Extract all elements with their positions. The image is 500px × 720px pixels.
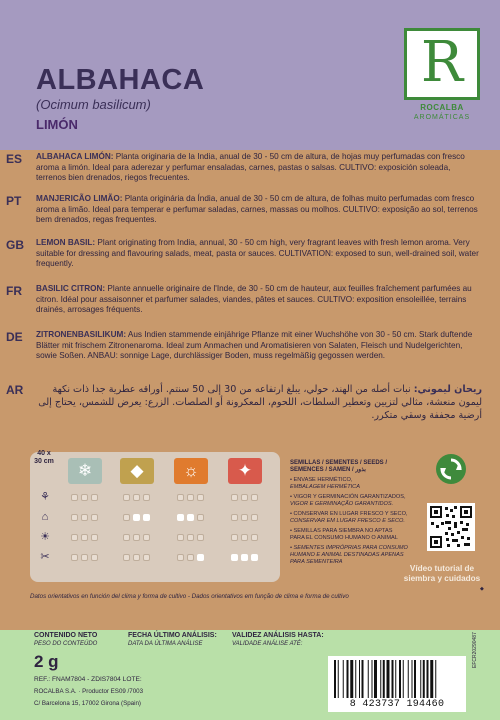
calendar-cell — [91, 554, 98, 561]
variety-name: LIMÓN — [36, 117, 78, 132]
snowflake-icon: ❄ — [68, 458, 102, 484]
barcode-bar — [350, 660, 353, 698]
barcode-bar — [387, 660, 390, 698]
calendar-cell — [91, 534, 98, 541]
calendar-cell — [71, 494, 78, 501]
calendar-footnote: Datos orientativos en función del clima y forma de cultivo - Dados orientativos em função de clima e forma de cultivo — [30, 593, 349, 600]
calendar-cell — [91, 514, 98, 521]
logo-letter: R — [420, 30, 464, 95]
logo-sub: AROMÁTICAS — [413, 114, 471, 121]
calendar-cell — [197, 514, 204, 521]
barcode-bar — [399, 660, 401, 698]
lang-code: DE — [6, 330, 23, 344]
reference-code: REF.: FNAM7804 - ZDIS7804 LOTE: — [34, 676, 142, 683]
barcode-bar — [374, 660, 377, 698]
producer-address: C/ Barcelona 15, 17002 Girona (Spain) — [34, 700, 141, 707]
side-code: EFCR20290487 — [472, 632, 478, 668]
calendar-cell — [187, 554, 194, 561]
outdoor-sowing-icon: ☀ — [40, 531, 50, 543]
barcode-bar — [414, 660, 416, 698]
calendar-cell — [133, 494, 140, 501]
lang-text: MANJERICÃO LIMÃO: Planta originária da Índia, anual de 30 - 50 cm de altura, de folhas muito perfumadas com fresco aroma a limão. Ideal para temperar e perfumar saladas, carnes, massas ou molhos. CULTIVO: exposição ao sol, terrenos bem drenados, regas frequentes. — [36, 194, 478, 225]
logo-name: ROCALBA — [420, 103, 464, 112]
lang-code: AR — [6, 383, 24, 397]
barcode-bar — [372, 660, 373, 698]
net-content-label: CONTENIDO NETO — [34, 632, 98, 639]
validity-label-alt: VALIDADE ANÁLISE ATÉ: — [232, 641, 303, 647]
calendar-cell — [187, 534, 194, 541]
calendar-cell — [241, 514, 248, 521]
calendar-cell — [187, 514, 194, 521]
sun-icon: ☼ — [174, 458, 208, 484]
barcode-bar — [368, 660, 369, 698]
calendar-cell — [231, 494, 238, 501]
lang-text: ريحان ليموني: نبات أصله من الهند، حولي، يبلغ ارتفاعه من 30 إلى 50 سنتم. أوراقه عطرية جدا ذات نكهة ليمون منعشة، مثالي لتزيين وتعطير السلطات، اللحوم، المعكرونة أو الصلصات. الزرع: يعرض للشمس، يحتاج إلى أرضية مجففة وسقي متكرر. — [38, 384, 482, 421]
calendar-cell — [123, 514, 130, 521]
legend-item: • ENVASE HERMÉTICO, EMBALAGEM HERMÉTICA — [290, 477, 360, 490]
calendar-cell — [71, 534, 78, 541]
lang-text: LEMON BASIL: Plant originating from India, annual, 30 - 50 cm high, very fragrant leaves with fresh lemon aroma. Very suitable for dressing and flavouring salads, meat, pasta or sauces. CULTIVATION: exposed to sun, well-drained soil, water frequently. — [36, 238, 479, 269]
calendar-cell — [241, 534, 248, 541]
barcode-bar — [420, 660, 421, 698]
calendar-cell — [241, 554, 248, 561]
lang-code: ES — [6, 152, 23, 166]
barcode-bar — [383, 660, 385, 698]
barcode-bar — [435, 660, 436, 698]
calendar-cell — [177, 494, 184, 501]
lang-text: ALBAHACA LIMÓN: Planta originaria de la India, anual de 30 - 50 cm de altura, de hojas muy perfumadas con fresco aroma a limón. Ideal para aderezar y perfumar ensaladas, carnes, pastas o salsas. CULTIVO: exposición soleada, terrenos bien drenados, riegos frecuentes. — [36, 152, 465, 183]
harvest-icon: ✂ — [40, 551, 50, 563]
barcode-bar — [395, 660, 396, 698]
calendar-cell — [143, 514, 150, 521]
barcode-bar — [359, 660, 360, 698]
calendar-cell — [123, 494, 130, 501]
barcode-bar — [334, 660, 336, 698]
calendar-cell — [177, 554, 184, 561]
barcode-bar — [343, 660, 344, 698]
product-title: ALBAHACA — [36, 64, 205, 96]
logo-box — [404, 28, 480, 100]
producer-info: ROCALBA S.A. · Productor ES09 /7003 — [34, 688, 144, 695]
analysis-date-label: FECHA ÚLTIMO ANÁLISIS: — [128, 632, 217, 639]
analysis-date-label-alt: DATA DA ÚLTIMA ANÁLISE — [128, 641, 203, 647]
calendar-cell — [71, 514, 78, 521]
calendar-cell — [177, 534, 184, 541]
calendar-cell — [251, 494, 258, 501]
barcode-bar — [355, 660, 356, 698]
legend-header: SEMILLAS / SEMENTES / SEEDS / SEMENCES / SAMEN / بذور — [290, 460, 388, 473]
calendar-cell — [187, 494, 194, 501]
rocalba-logo — [404, 28, 480, 124]
lang-code: PT — [6, 194, 22, 208]
calendar-cell — [251, 534, 258, 541]
calendar-cell — [197, 494, 204, 501]
lang-code: FR — [6, 284, 22, 298]
seed-legend — [290, 460, 408, 566]
legend-item: • SEMENTES IMPRÓPRIAS PARA CONSUMO HUMANO E ANIMAL DESTINADAS APENAS PARA SEMENTEIRA — [290, 545, 408, 565]
legend-item: • CONSERVAR EN LUGAR FRESCO Y SECO, CONSERVAR EM LUGAR FRESCO E SECO. — [290, 511, 408, 524]
calendar-cell — [143, 554, 150, 561]
barcode-bar — [423, 660, 425, 698]
calendar-cell — [241, 494, 248, 501]
calendar-cell — [81, 514, 88, 521]
calendar-cell — [81, 494, 88, 501]
calendar-cell — [197, 554, 204, 561]
barcode-bar — [412, 660, 413, 698]
legend-item: • SEMILLAS PARA SIEMBRA NO APTAS PARA EL CONSUMO HUMANO O ANIMAL — [290, 528, 398, 541]
spacing-label: 40 x 30 cm — [34, 450, 54, 465]
calendar-cell — [133, 514, 140, 521]
sowing-icon: ⚘ — [40, 491, 50, 503]
lang-text: ZITRONENBASILIKUM: Aus Indien stammende einjährige Pflanze mit einer Wuchshöhe von 30 - 50 cm. Stark duftende Blätter mit frischem Zitronenaroma. Ideal zum Anmachen und Aromatisieren von Salaten, Fleisch und Nudelgerichten, sowie Soßen. ANBAU: sonnige Lage, durchlässiger Boden, muss regelmäßig gegossen werden. — [36, 330, 473, 361]
barcode-bar — [347, 660, 349, 698]
calendar-cell — [133, 554, 140, 561]
transplant-icon: ⌂ — [41, 511, 49, 523]
calendar-cell — [231, 554, 238, 561]
barcode-bars — [334, 660, 460, 698]
calendar-cell — [143, 494, 150, 501]
barcode-bar — [338, 660, 339, 698]
barcode-bar — [427, 660, 429, 698]
calendar-cell — [177, 514, 184, 521]
barcode-bar — [380, 660, 381, 698]
calendar-cell — [251, 514, 258, 521]
barcode-bar — [430, 660, 433, 698]
lang-code: GB — [6, 238, 24, 252]
validity-label: VALIDEZ ANÁLISIS HASTA: — [232, 632, 324, 639]
barcode-bar — [408, 660, 409, 698]
calendar-cell — [251, 554, 258, 561]
latin-name: (Ocimum basilicum) — [36, 97, 151, 112]
calendar-cell — [231, 514, 238, 521]
calendar-cell — [81, 534, 88, 541]
barcode — [328, 656, 466, 712]
calendar-cell — [123, 554, 130, 561]
calendar-cell — [133, 534, 140, 541]
barcode-bar — [392, 660, 394, 698]
qr-code[interactable] — [427, 503, 475, 551]
net-weight: 2 g — [34, 652, 59, 671]
barcode-number: 8 423737 194460 — [349, 699, 445, 710]
calendar-cell — [81, 554, 88, 561]
calendar-cell — [71, 554, 78, 561]
barcode-bar — [403, 660, 404, 698]
green-dot-icon — [436, 454, 466, 484]
net-content-label-alt: PESO DO CONTEÚDO — [34, 641, 98, 647]
calendar-cell — [231, 534, 238, 541]
seed-icon: ◆ — [120, 458, 154, 484]
calendar-cell — [123, 534, 130, 541]
video-tutorial-link[interactable]: Vídeo tutorial de siembra y cuidados — [403, 564, 481, 583]
qr-marker: ◆ — [480, 586, 484, 592]
calendar-cell — [197, 534, 204, 541]
maple-leaf-icon: ✦ — [228, 458, 262, 484]
barcode-bar — [362, 660, 364, 698]
calendar-cell — [91, 494, 98, 501]
calendar-cell — [143, 534, 150, 541]
lang-text: BASILIC CITRON: Plante annuelle originaire de l'Inde, de 30 - 50 cm de hauteur, aux feuilles fraîchement parfumées au citron. Idéal pour assaisonner et parfumer salades, viandes, pâtes et sauces. CULTIVO: exposition ensoleillée, terrains drainés, arrosages fréquents. — [36, 284, 472, 315]
legend-item: • VIGOR Y GERMINACIÓN GARANTIZADOS, VIGOR E GERMINAÇÃO GARANTIDOS. — [290, 494, 406, 507]
